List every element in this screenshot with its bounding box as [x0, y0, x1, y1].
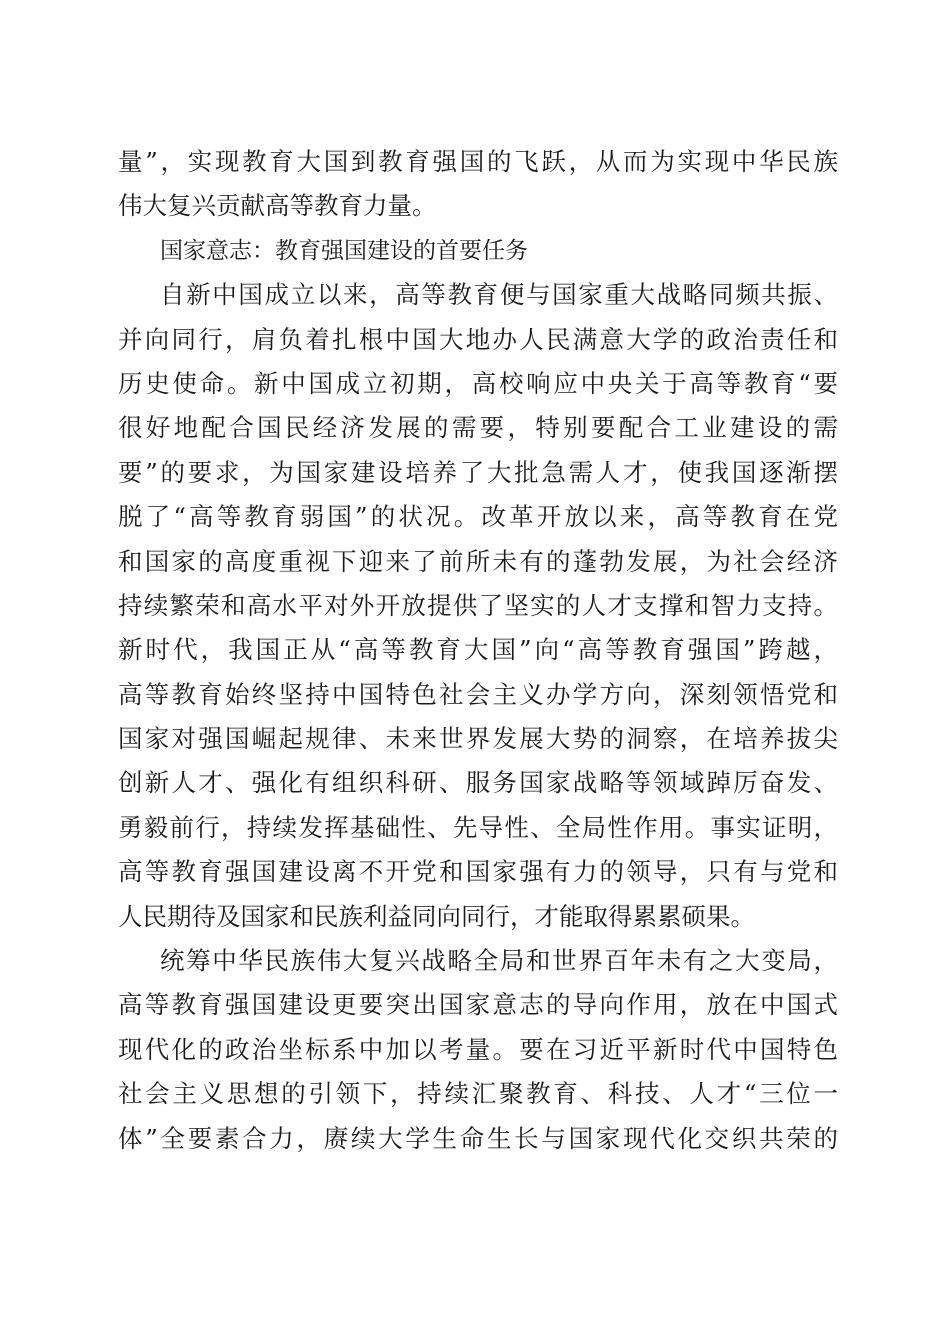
section-heading-text: 国家意志：教育强国建设的首要任务 [160, 237, 528, 264]
text-line: 和国家的高度重视下迎来了前所未有的蓬勃发展，为社会经济 [118, 546, 838, 576]
paragraph-continued [118, 140, 838, 229]
text-line: 创新人才、强化有组织科研、服务国家战略等领域踔厉奋发、 [118, 768, 838, 798]
text-line: 历史使命。新中国成立初期，高校响应中央关于高等教育“要 [118, 368, 838, 398]
paragraph-overall [118, 939, 838, 1161]
text-line: 高等教育强国建设离不开党和国家强有力的领导，只有与党和 [118, 857, 838, 887]
text-line: 脱了“高等教育弱国”的状况。改革开放以来，高等教育在党 [118, 502, 838, 532]
document-body [118, 140, 838, 1161]
text-line: 很好地配合国民经济发展的需要，特别要配合工业建设的需 [118, 413, 838, 443]
paragraph-history [118, 273, 838, 939]
text-line: 勇毅前行，持续发挥基础性、先导性、全局性作用。事实证明， [118, 812, 838, 842]
text-line: 量”，实现教育大国到教育强国的飞跃，从而为实现中华民族 [118, 147, 838, 176]
text-line: 人民期待及国家和民族利益同向同行，才能取得累累硕果。 [118, 901, 755, 931]
text-line: 高等教育始终坚持中国特色社会主义办学方向，深刻领悟党和 [118, 679, 838, 709]
text-line: 伟大复兴贡献高等教育力量。 [118, 191, 437, 221]
text-line: 高等教育强国建设更要突出国家意志的导向作用，放在中国式 [118, 990, 838, 1020]
section-heading [118, 229, 838, 273]
text-line: 体”全要素合力，赓续大学生命生长与国家现代化交织共荣的 [118, 1123, 838, 1153]
text-line: 统筹中华民族伟大复兴战略全局和世界百年未有之大变局， [160, 946, 838, 976]
text-line: 新时代，我国正从“高等教育大国”向“高等教育强国”跨越， [118, 635, 838, 665]
text-line: 社会主义思想的引领下，持续汇聚教育、科技、人才“三位一 [118, 1079, 838, 1109]
text-line: 要”的要求，为国家建设培养了大批急需人才，使我国逐渐摆 [118, 457, 838, 487]
text-line: 并向同行，肩负着扎根中国大地办人民满意大学的政治责任和 [118, 324, 838, 354]
text-line: 国家对强国崛起规律、未来世界发展大势的洞察，在培养拔尖 [118, 724, 838, 754]
text-line: 自新中国成立以来，高等教育便与国家重大战略同频共振、 [160, 280, 838, 310]
text-line: 现代化的政治坐标系中加以考量。要在习近平新时代中国特色 [118, 1034, 838, 1064]
text-line: 持续繁荣和高水平对外开放提供了坚实的人才支撑和智力支持。 [118, 590, 838, 620]
